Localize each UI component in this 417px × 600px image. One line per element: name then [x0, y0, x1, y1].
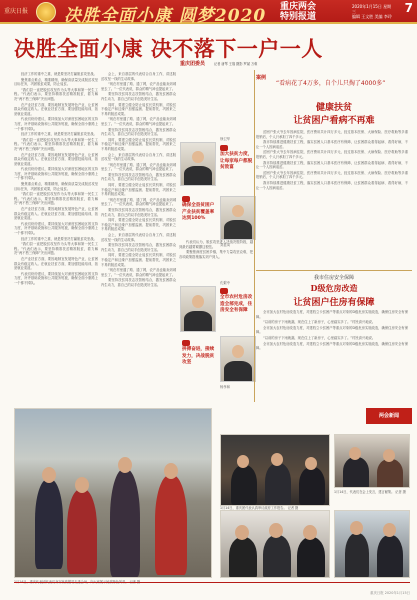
paragraph: “现在村里通了路、通了网，农产品也能卖到城里去了。”一位代表说，群众的精气神也提起来了。	[101, 162, 176, 172]
paragraph: 要坚持扶贫同扶志扶智相结合，激发贫困群众内生动力，靠自己的双手创造美好生活。	[101, 92, 176, 101]
paragraph: 经济工作的重中之重，就是要坚决打赢脱贫攻坚战。	[21, 132, 97, 137]
rep-name-1: 徐卫华	[220, 137, 231, 141]
quote-mark-icon	[220, 288, 228, 294]
masthead-subtitle	[280, 2, 316, 22]
paragraph: 全市加大农村危房改造力度，对建档立卡贫困户等重点对象的D级危房实施改造，确保住房安全有保障。	[256, 310, 408, 319]
paragraph: “现在村里通了路、通了网，农产品也能卖到城里去了。”一位代表说，群众的精气神也提起来了。	[101, 117, 176, 126]
case-body	[256, 130, 408, 250]
masthead-title: 决胜全面小康 圆梦2020	[64, 6, 267, 26]
paragraph: 全市加大农村危房改造力度，对建档立卡贫困户等重点对象的D级危房实施改造，确保住房安全有保障。	[256, 341, 408, 351]
paragraph: 在产业扶贫方面，要因地制宜发展特色产业，让贫困群众有稳定收入。在就业扶贫方面，要加强技能培训，拓宽就业渠道。	[14, 207, 98, 221]
paragraph: 同时，要建立健全防止返贫长效机制，对脱贫不稳定户和边缘户加强监测、提前帮扶，巩固来之不易的脱贫成果。	[101, 183, 176, 197]
rep-quote-3: 全市农村危房改造全部完成，住房安全有保障	[220, 295, 253, 313]
paragraph: 同时，要建立健全防止返贫长效机制，对脱贫不稳定户和边缘户加强监测、提前帮扶，巩固来之不易的脱贫成果。	[101, 137, 176, 151]
paragraph: 会上，来自基层的代表结合自身工作，讲述脱贫攻坚一线的生动故事。	[101, 233, 176, 242]
page-number: 7	[404, 1, 413, 15]
paragraph: 要坚持扶贫同扶志扶智相结合，激发贫困群众内生动力，靠自己的双手创造美好生活。	[101, 243, 176, 252]
paragraph: 代表们纷纷建议，要持续加大对深度贫困地区的支持力度，补齐基础设施和公共服务短板，确保全面小康路上一个都不掉队。	[14, 117, 98, 131]
paragraph: 贫困户张大爷去年因病住院，医疗费用共计四万多元，经过基本医保、大病保险、医疗救助等多重报销后，个人只承担了四千多元。	[256, 150, 408, 159]
badge: 两会新闻	[366, 408, 412, 424]
paragraph: 代表们纷纷建议，要持续加大对深度贫困地区的支持力度，补齐基础设施和公共服务短板，确保全面小康路上一个都不掉队。	[14, 167, 98, 181]
delegates-photo	[334, 434, 410, 488]
paragraph: 在产业扶贫方面，要因地制宜发展特色产业，让贫困群众有稳定收入。在就业扶贫方面，要加强技能培训，拓宽就业渠道。	[14, 102, 98, 116]
rep-photo-4	[220, 336, 256, 382]
right-caption: 1月14日，代表们在会上发言，建言献策。 记者 摄	[334, 490, 406, 494]
paragraph: 会上，来自基层的代表结合自身工作，讲述脱贫攻坚一线的生动故事。	[101, 72, 176, 81]
paragraph: “我们县一直把脱贫攻坚作为头等大事和第一民生工程。”代表们表示，要坚持精准扶贫精准脱贫，着力解决“两不愁三保障”突出问题。	[14, 192, 98, 206]
paragraph: 贫困户张大爷去年因病住院，医疗费用共计四万多元，经过基本医保、大病保险、医疗救助等多重报销后，个人只承担了四千多元。	[256, 130, 408, 139]
case-title-2: 让贫困户看病不再难	[293, 116, 375, 126]
date-line-1: 2020年1月15日 星期三	[352, 4, 392, 14]
rep-quote-2: 确保全县贫困户产业扶贫覆盖率达到100%	[182, 203, 215, 221]
date-line-2: 编辑 王文胜 美编 李玲	[352, 14, 392, 19]
meeting-caption: 1月14日，重庆团代表认真审议政府工作报告。 记者 摄	[220, 506, 299, 510]
paragraph: “现在村里通了路、通了网，农产品也能卖到城里去了。”一位代表说，群众的精气神也提起来了。	[101, 197, 176, 207]
quote-mark-icon	[182, 196, 190, 202]
rep-quote-1: 加大扶贫力度，让每家每户都脱贫致富	[220, 152, 253, 170]
paragraph: 贫困户张大爷去年因病住院，医疗费用共计四万多元，经过基本医保、大病保险、医疗救助等多重报销后，个人只承担了四千多元。	[256, 170, 408, 180]
paragraph: 要坚持扶贫同扶志扶智相结合，激发贫困群众内生动力，靠自己的双手创造美好生活。	[101, 208, 176, 217]
paragraph: “我们县一直把脱贫攻坚作为头等大事和第一民生工程。”代表们表示，要坚持精准扶贫精准脱贫，着力解决“两不愁三保障”突出问题。	[14, 242, 98, 256]
paragraph: “我们县一直把脱贫攻坚作为头等大事和第一民生工程。”代表们表示，要坚持精准扶贫精准脱贫，着力解决“两不愁三保障”突出问题。	[14, 137, 98, 151]
paragraph: 要坚持扶贫同扶志扶智相结合，激发贫困群众内生动力，靠自己的双手创造美好生活。	[101, 127, 176, 137]
column-divider	[254, 70, 255, 402]
case-title-1: 健康扶贫	[315, 103, 352, 113]
paragraph: 我市持续推进健康扶贫工程，落实贫困人口基本医疗有保障，让贫困群众看得起病、看得好病，不让一个人因病返贫。	[256, 140, 408, 149]
paragraph: 同时，要建立健全防止返贫长效机制，对脱贫不稳定户和边缘户加强监测、提前帮扶，巩固来之不易的脱贫成果。	[101, 253, 176, 267]
meeting-photo	[220, 434, 330, 506]
paragraph: 我市持续推进健康扶贫工程，落实贫困人口基本医疗有保障，让贫困群众看得起病、看得好病，不让一个人因病返贫。	[256, 160, 408, 170]
paragraph: 要聚焦深度贫困乡镇，集中力量攻坚克难，把各项政策措施落实到户到人。	[179, 250, 253, 259]
masthead	[0, 0, 417, 24]
bottom-rule	[14, 582, 410, 583]
paragraph: 全市加大农村危房改造力度，对建档立卡贫困户等重点对象的D级危房实施改造，确保住房安全有保障。	[256, 325, 408, 335]
paragraph: 代表们纷纷建议，要持续加大对深度贫困地区的支持力度，补齐基础设施和公共服务短板，确保全面小康路上一个都不掉队。	[14, 271, 98, 285]
paragraph: 我市持续推进健康扶贫工程，落实贫困人口基本医疗有保障，让贫困群众看得起病、看得好病，不让一个人因病返贫。	[256, 180, 408, 190]
paragraph: 经济工作的重中之重，就是要坚决打赢脱贫攻坚战。	[21, 236, 97, 241]
rep-name-2: 刘显凤	[220, 243, 231, 247]
paragraph: 聚焦重点难点，精准精细，确保高质量完成脱贫攻坚目标任务，巩固脱贫成果，防止返贫。	[14, 77, 98, 87]
section-divider	[256, 270, 412, 271]
paragraph: 经济工作的重中之重，就是要坚决打赢脱贫攻坚战。	[21, 72, 97, 76]
housing-title-2: 让贫困户住房有保障	[293, 298, 375, 308]
rep-photo-3	[180, 286, 216, 332]
paragraph: 同时，要建立健全防止返贫长效机制，对脱贫不稳定户和边缘户加强监测、提前帮扶，巩固来之不易的脱贫成果。	[101, 102, 176, 116]
panel-label: 重庆团委员	[180, 61, 206, 67]
paragraph: 要坚持扶贫同扶志扶智相结合，激发贫困群众内生动力，靠自己的双手创造美好生活。	[101, 172, 176, 182]
footer: 重庆日报 2020年1月15日	[370, 591, 410, 595]
speaker-photo	[334, 510, 410, 578]
paragraph: “我们县一直把脱贫攻坚作为头等大事和第一民生工程。”代表们表示，要坚持精准扶贫精准脱贫，着力解决“两不愁三保障”突出问题。	[14, 87, 98, 101]
emblem-icon	[36, 2, 56, 22]
paragraph: 聚焦重点难点，精准精细，确保高质量完成脱贫攻坚目标任务，巩固脱贫成果，防止返贫。	[14, 182, 98, 191]
housing-title-1: D级危房改造	[310, 283, 358, 293]
paragraph: 在产业扶贫方面，要因地制宜发展特色产业，让贫困群众有稳定收入。在就业扶贫方面，要加强技能培训，拓宽就业渠道。	[14, 256, 98, 271]
paragraph: 在产业扶贫方面，要因地制宜发展特色产业，让贫困群众有稳定收入。在就业扶贫方面，要加强技能培训，拓宽就业渠道。	[14, 152, 98, 166]
rep-name-3: 孔繁中	[220, 281, 231, 285]
housing-kicker: 我市住房安全保障	[313, 275, 354, 281]
paragraph: “以前的房子下雨就漏，现在住上了新房子，心里踏实多了。”村民高兴地说。	[263, 335, 376, 340]
paragraph: 代表们纷纷建议，要持续加大对深度贫困地区的支持力度，补齐基础设施和公共服务短板，确保全面小康路上一个都不掉队。	[14, 221, 98, 235]
paragraph: “以前的房子下雨就漏，现在住上了新房子，心里踏实多了。”村民高兴地说。	[263, 320, 376, 325]
paragraph: 会上，来自基层的代表结合自身工作，讲述脱贫攻坚一线的生动故事。	[101, 152, 176, 162]
paragraph: 同时，要建立健全防止返贫长效机制，对脱贫不稳定户和边缘户加强监测、提前帮扶，巩固来之不易的脱贫成果。	[101, 218, 176, 232]
page-headline: 决胜全面小康 决不落下一户一人	[14, 36, 323, 61]
session-photo	[220, 510, 330, 578]
housing-body	[256, 310, 408, 402]
paragraph: 要坚持扶贫同扶志扶智相结合，激发贫困群众内生动力，靠自己的双手创造美好生活。	[101, 278, 176, 287]
paragraph: “现在村里通了路、通了网，农产品也能卖到城里去了。”一位代表说，群众的精气神也提起来了。	[101, 82, 176, 91]
mid-column	[179, 240, 253, 274]
panel-info: 记者 唐琴 王翔 摄影 罗斌 万难	[214, 62, 258, 66]
case-quote: “看病花了4万多，自个儿只掏了4000多”	[276, 80, 386, 87]
quote-mark-icon	[182, 340, 190, 346]
rep-name-4: 杨孝和	[220, 385, 231, 389]
paragraph: “现在村里通了路、通了网，农产品也能卖到城里去了。”一位代表说，群众的精气神也提起来了。	[101, 268, 176, 277]
quote-mark-icon	[220, 145, 228, 151]
subtitle-line-2: 特别报道	[280, 12, 317, 22]
rep-photo-2	[220, 196, 256, 240]
rep-photo-1	[180, 142, 216, 186]
street-photo	[14, 408, 212, 578]
subtitle-line-1: 重庆两会	[280, 2, 317, 12]
masthead-date	[352, 4, 392, 19]
case-tag: 案例	[256, 75, 267, 81]
rep-quote-4: 拼搏奋进，接续发力，决战脱贫攻坚	[182, 347, 215, 365]
paper-name: 重庆日报	[4, 8, 29, 15]
paragraph: 代表们认为，脱贫攻坚进入决战决胜阶段，越到最后越要紧绷这根弦。	[179, 240, 253, 249]
